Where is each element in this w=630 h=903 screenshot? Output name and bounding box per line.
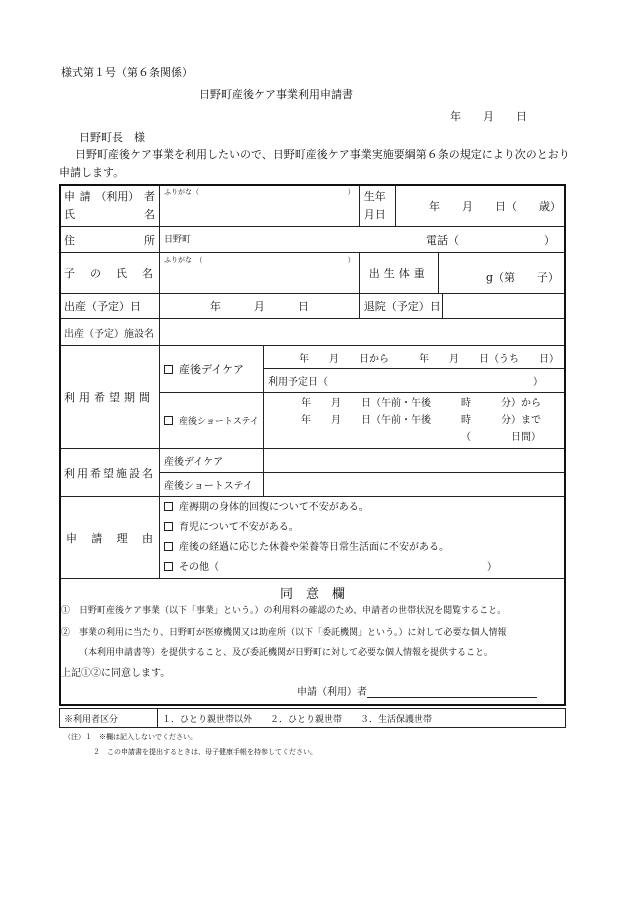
discharge-label: 退院（予定）日 — [360, 294, 443, 318]
day-care-option[interactable]: 産後デイケア — [160, 346, 264, 393]
birth-weight-field[interactable]: g（第 子） — [485, 271, 559, 284]
consent-item-2: ② 事業の利用に当たり、日野町が医療機関又は助産所（以下「委託機関」という。）に対して必要な個人情報 — [61, 628, 507, 638]
delivery-date-label: 出産（予定）日 — [60, 294, 160, 319]
facility-wish-short-stay-label: 産後ショートステイ — [160, 473, 264, 497]
facility-wish-label-cell: 利用希望施設名 — [60, 449, 160, 497]
short-stay-checkbox[interactable] — [164, 416, 173, 425]
consent-section — [59, 577, 566, 706]
address-field[interactable]: 日野町 電話（ ） — [160, 227, 566, 253]
facility-label: 出産（予定）施設名 — [60, 319, 160, 346]
consent-agree-text: 上記①②に同意します。 — [61, 668, 171, 679]
short-stay-period-cell[interactable]: 年 月 日（午前・午後 時 分）から 年 月 日（午前・午後 時 分）まで （ 日間） — [263, 393, 565, 449]
note-2: ２ この申請書を提出するときは、母子健康手帳を持参してください。 — [93, 748, 317, 756]
discharge-cell — [359, 294, 565, 319]
address-label-cell: 住 所 — [60, 227, 160, 253]
reason-checkbox-3[interactable] — [164, 542, 173, 551]
application-table — [59, 184, 566, 579]
day-care-checkbox[interactable] — [164, 365, 173, 374]
consent-title: 同 意 欄 — [279, 587, 345, 602]
discharge-date-field[interactable] — [443, 294, 565, 318]
category-label: ※利用者区分 — [60, 709, 158, 728]
form-number: 様式第１号（第６条関係） — [61, 66, 193, 79]
short-stay-option[interactable]: 産後ショートステイ — [160, 393, 264, 449]
birth-weight-cell — [359, 253, 565, 294]
facility-field[interactable] — [160, 319, 566, 346]
category-table — [59, 708, 566, 728]
addressee: 日野町長 様 — [79, 131, 145, 144]
reason-checkbox-1[interactable] — [164, 502, 173, 511]
form-title: 日野町産後ケア事業利用申請書 — [199, 88, 353, 101]
delivery-date-field[interactable]: 年 月 日 — [160, 294, 360, 319]
applicant-label-cell: 申 請 （利用） 者 氏 名 — [60, 185, 160, 227]
application-date: 年 月 日 — [450, 110, 527, 123]
facility-wish-short-stay-field[interactable] — [263, 473, 565, 497]
day-care-dates[interactable]: 年 月 日から 年 月 日（うち 日） — [264, 346, 565, 369]
reason-option-4[interactable]: その他（ ） — [164, 558, 561, 578]
facility-wish-day-care-field[interactable] — [263, 449, 565, 473]
child-name-label-cell: 子 の 氏 名 — [60, 253, 160, 294]
reason-checkbox-2[interactable] — [164, 522, 173, 531]
reason-label-cell: 申 請 理 由 — [60, 497, 160, 579]
birth-label-cell: 生年 月日 — [359, 185, 395, 227]
signature-row: 申請（利用）者 — [297, 683, 537, 698]
birth-date-field[interactable]: 年 月 日（ 歳） — [395, 185, 565, 227]
consent-item-1: ① 日野町産後ケア事業（以下「事業」という。）の利用料の確認のため、申請者の世帯状況を閲覧すること。 — [61, 606, 507, 616]
day-care-period-cell — [263, 346, 565, 393]
intro-text: 日野町産後ケア事業を利用したいので、日野町産後ケア事業実施要綱第６条の規定により次のとおり申請します。 — [59, 148, 570, 179]
day-care-scheduled-days[interactable]: 利用予定日（ ） — [267, 377, 543, 388]
reason-option-2[interactable]: 育児について不安がある。 — [164, 518, 561, 538]
period-label-cell: 利用希望期間 — [60, 346, 160, 449]
applicant-name-field[interactable]: ふりがな（ ） — [160, 185, 360, 227]
note-1: （注）１ ※欄は記入しないでください。 — [64, 733, 197, 741]
birth-weight-label: 出生体重 — [360, 253, 439, 293]
reason-option-3[interactable]: 産後の経過に応じた休養や栄養等日常生活面に不安がある。 — [164, 538, 561, 558]
reason-options-cell — [160, 497, 566, 579]
signature-line[interactable] — [367, 686, 537, 698]
reason-checkbox-4[interactable] — [164, 562, 173, 571]
category-options[interactable]: １．ひとり親世帯以外 ２．ひとり親世帯 ３．生活保護世帯 — [158, 709, 566, 728]
consent-item-2-continued: （本利用申請書等）を提供すること、及び委託機関が日野町に対して必要な個人情報を提供すること。 — [79, 648, 494, 658]
reason-option-1[interactable]: 産褥期の身体的回復について不安がある。 — [164, 498, 561, 518]
child-name-field[interactable]: ふりがな （ ） — [160, 253, 360, 294]
facility-wish-day-care-label: 産後デイケア — [160, 449, 264, 473]
